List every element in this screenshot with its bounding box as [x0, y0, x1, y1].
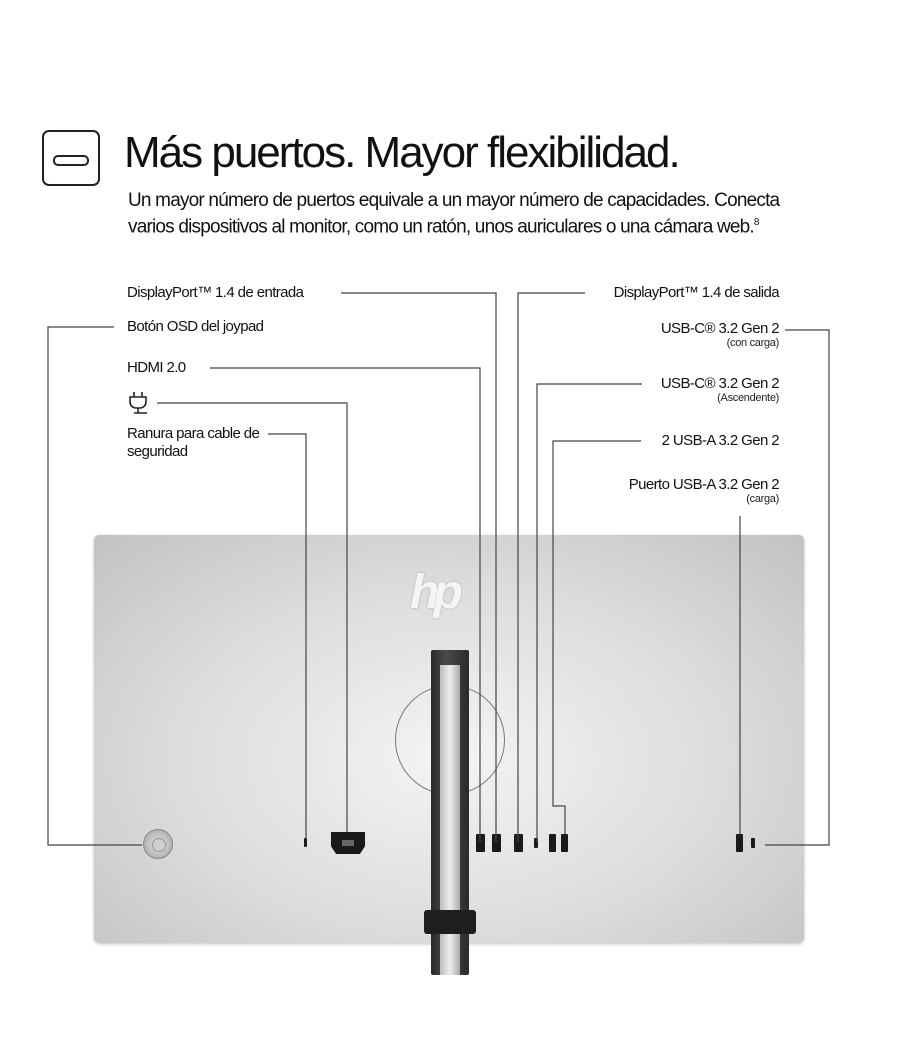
- label-usba-charge: [629, 476, 779, 505]
- usbc-upstream-note: (Ascendente): [717, 392, 779, 404]
- label-usbc-upstream: [661, 375, 779, 404]
- label-security-slot: [127, 425, 267, 461]
- label-osd-joypad: Botón OSD del joypad: [127, 318, 264, 335]
- power-plug-icon: [127, 390, 151, 419]
- usba-charge-note: (carga): [746, 493, 779, 505]
- leader-dp-in: [341, 293, 496, 842]
- usba-charge-text: Puerto USB-A 3.2 Gen 2: [628, 476, 779, 493]
- power-plug-glyph: [127, 390, 151, 414]
- page-title: Más puertos. Mayor flexibilidad.: [124, 128, 679, 177]
- usbc-upstream-text: USB-C® 3.2 Gen 2: [660, 375, 779, 392]
- hp-logo: hp: [410, 566, 457, 619]
- label-usba-2: 2 USB-A 3.2 Gen 2: [661, 432, 779, 449]
- label-displayport-in: DisplayPort™ 1.4 de entrada: [127, 284, 304, 301]
- subtitle-text: Un mayor número de puertos equivale a un mayor número de capacidades. Conecta varios dispositivos al monitor, como un ratón, unos auriculares o una cámara web.: [128, 190, 780, 238]
- label-hdmi: HDMI 2.0: [127, 359, 186, 376]
- security-slot-text: Ranura para cable de seguridad: [127, 425, 260, 460]
- leader-power: [157, 403, 347, 832]
- footnote-marker: 8: [753, 217, 759, 228]
- usbc-charge-text: USB-C® 3.2 Gen 2: [660, 320, 779, 337]
- label-usbc-charge: [661, 320, 779, 349]
- usbc-charge-note: (con carga): [726, 337, 779, 349]
- label-displayport-out: DisplayPort™ 1.4 de salida: [613, 284, 779, 301]
- leader-dp-out: [518, 293, 585, 842]
- leader-security: [268, 434, 306, 838]
- leader-usbc-charge: [765, 330, 829, 845]
